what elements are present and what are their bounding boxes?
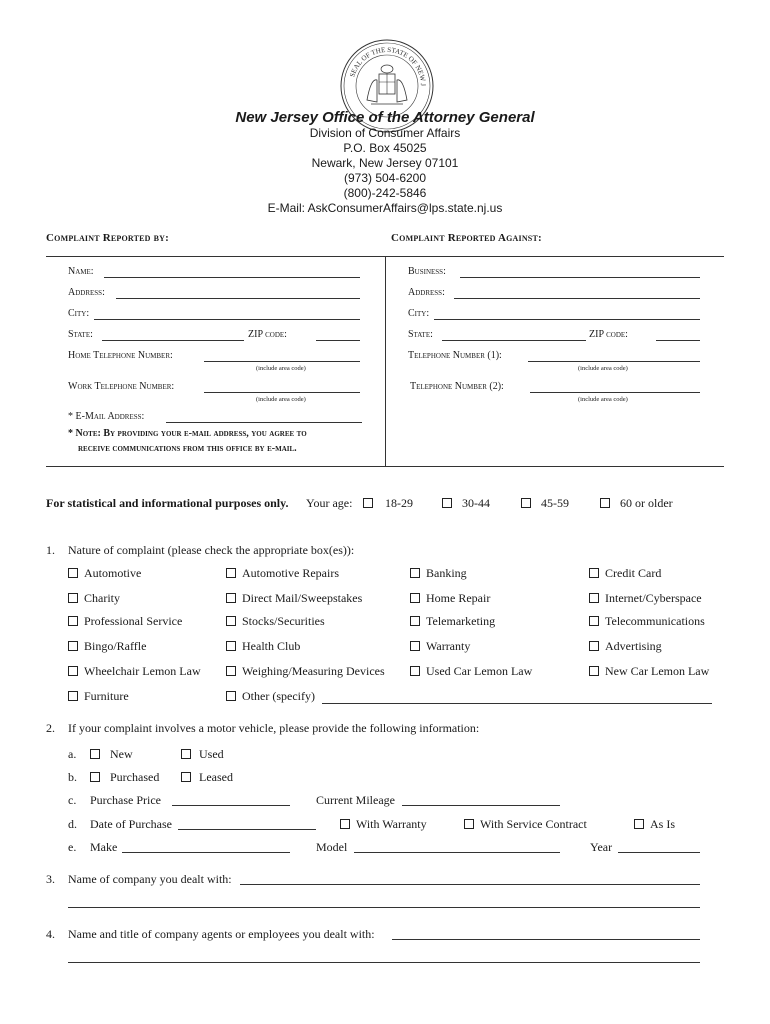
checkbox[interactable] bbox=[226, 641, 236, 651]
checkbox[interactable] bbox=[181, 772, 191, 782]
complaint-option-home-repair[interactable]: Home Repair bbox=[410, 591, 490, 606]
checkbox[interactable] bbox=[410, 641, 420, 651]
business-field[interactable] bbox=[460, 277, 700, 278]
state-field[interactable] bbox=[102, 340, 244, 341]
other-specify-field[interactable] bbox=[322, 703, 712, 704]
checkbox[interactable] bbox=[68, 641, 78, 651]
purchase-price-field[interactable] bbox=[172, 805, 290, 806]
checkbox[interactable] bbox=[68, 568, 78, 578]
complaint-option-internet-cyberspace[interactable]: Internet/Cyberspace bbox=[589, 591, 702, 606]
checkbox[interactable] bbox=[68, 593, 78, 603]
option-used[interactable]: Used bbox=[181, 747, 224, 762]
checkbox[interactable] bbox=[589, 616, 599, 626]
option-new[interactable]: New bbox=[90, 747, 133, 762]
option-with-service-contract[interactable]: With Service Contract bbox=[464, 817, 587, 832]
checkbox[interactable] bbox=[410, 666, 420, 676]
email-label: * E-Mail Address: bbox=[68, 411, 145, 422]
model-field[interactable] bbox=[354, 852, 560, 853]
row-b-label: b. bbox=[68, 770, 77, 784]
checkbox[interactable] bbox=[410, 616, 420, 626]
business-city-label: City: bbox=[408, 308, 430, 319]
make-label: Make bbox=[90, 840, 118, 854]
option-with-warranty[interactable]: With Warranty bbox=[340, 817, 427, 832]
checkbox[interactable] bbox=[226, 691, 236, 701]
checkbox[interactable] bbox=[589, 666, 599, 676]
work-phone-field[interactable] bbox=[204, 392, 360, 393]
section-vertical-divider bbox=[385, 256, 386, 466]
complaint-option-direct-mail-sweepstakes[interactable]: Direct Mail/Sweepstakes bbox=[226, 591, 362, 606]
age-option-60-plus[interactable]: 60 or older bbox=[600, 496, 673, 511]
complaint-option-bingo-raffle[interactable]: Bingo/Raffle bbox=[68, 639, 146, 654]
complaint-option-other-specify[interactable]: Other (specify) bbox=[226, 689, 315, 704]
phone-1: (973) 504-6200 bbox=[343, 171, 427, 185]
business-label: Business: bbox=[408, 266, 446, 277]
business-address-field[interactable] bbox=[454, 298, 700, 299]
phone-2: (800)-242-5846 bbox=[343, 186, 427, 200]
checkbox[interactable] bbox=[90, 772, 100, 782]
complaint-option-automotive-repairs[interactable]: Automotive Repairs bbox=[226, 566, 339, 581]
business-city-field[interactable] bbox=[434, 319, 700, 320]
zip-field[interactable] bbox=[316, 340, 360, 341]
complaint-option-warranty[interactable]: Warranty bbox=[410, 639, 470, 654]
area-code-note: (include area code) bbox=[256, 396, 306, 403]
seal-ring-text: SEAL OF THE STATE OF NEW J bbox=[348, 45, 428, 87]
make-field[interactable] bbox=[122, 852, 290, 853]
checkbox[interactable] bbox=[68, 691, 78, 701]
work-phone-label: Work Telephone Number: bbox=[68, 381, 175, 392]
po-box: P.O. Box 45025 bbox=[343, 141, 427, 155]
business-zip-field[interactable] bbox=[656, 340, 700, 341]
date-of-purchase-field[interactable] bbox=[178, 829, 316, 830]
business-address-label: Address: bbox=[408, 287, 445, 298]
complaint-option-health-club[interactable]: Health Club bbox=[226, 639, 300, 654]
email-note-line-2: receive communications from this office by e-mail. bbox=[78, 443, 297, 454]
checkbox[interactable] bbox=[363, 498, 373, 508]
checkbox[interactable] bbox=[589, 568, 599, 578]
question-4-number: 4. bbox=[46, 927, 55, 941]
checkbox[interactable] bbox=[226, 593, 236, 603]
home-phone-label: Home Telephone Number: bbox=[68, 350, 173, 361]
current-mileage-label: Current Mileage bbox=[316, 793, 395, 807]
option-as-is[interactable]: As Is bbox=[634, 817, 675, 832]
reported-against-heading: Complaint Reported Against: bbox=[391, 232, 542, 244]
year-field[interactable] bbox=[618, 852, 700, 853]
question-1-text: Nature of complaint (please check the appropriate box(es)): bbox=[68, 543, 355, 557]
zip-label: ZIP code: bbox=[248, 329, 287, 340]
complaint-option-professional-service[interactable]: Professional Service bbox=[68, 614, 182, 629]
business-state-label: State: bbox=[408, 329, 433, 340]
stats-row bbox=[46, 496, 288, 511]
complaint-option-advertising[interactable]: Advertising bbox=[589, 639, 662, 654]
contact-email: E-Mail: AskConsumerAffairs@lps.state.nj.us bbox=[267, 201, 503, 215]
checkbox[interactable] bbox=[589, 641, 599, 651]
complaint-option-telemarketing[interactable]: Telemarketing bbox=[410, 614, 495, 629]
agents-field-continued[interactable] bbox=[68, 962, 700, 963]
area-code-note: (include area code) bbox=[578, 365, 628, 372]
city-field[interactable] bbox=[94, 319, 360, 320]
business-phone-2-field[interactable] bbox=[530, 392, 700, 393]
name-field[interactable] bbox=[104, 277, 360, 278]
current-mileage-field[interactable] bbox=[402, 805, 560, 806]
email-field[interactable] bbox=[166, 422, 362, 423]
address-label: Address: bbox=[68, 287, 105, 298]
reported-by-heading: Complaint Reported by: bbox=[46, 232, 169, 244]
complaint-option-telecommunications[interactable]: Telecommunications bbox=[589, 614, 705, 629]
business-phone-1-label: Telephone Number (1): bbox=[408, 350, 502, 361]
division-name: Division of Consumer Affairs bbox=[309, 126, 461, 140]
age-option-45-59[interactable]: 45-59 bbox=[521, 496, 569, 511]
city-address: Newark, New Jersey 07101 bbox=[311, 156, 459, 170]
checkbox[interactable] bbox=[226, 666, 236, 676]
checkbox[interactable] bbox=[410, 568, 420, 578]
complaint-option-used-car-lemon-law[interactable]: Used Car Lemon Law bbox=[410, 664, 532, 679]
complaint-option-credit-card[interactable]: Credit Card bbox=[589, 566, 661, 581]
question-3-number: 3. bbox=[46, 872, 55, 886]
checkbox[interactable] bbox=[68, 666, 78, 676]
checkbox[interactable] bbox=[634, 819, 644, 829]
age-option-18-29[interactable]: 18-29 bbox=[363, 496, 413, 511]
checkbox[interactable] bbox=[464, 819, 474, 829]
question-2-text: If your complaint involves a motor vehicle, please provide the following information: bbox=[68, 721, 480, 735]
business-phone-2-label: Telephone Number (2): bbox=[410, 381, 504, 392]
question-1-number: 1. bbox=[46, 543, 55, 557]
business-phone-1-field[interactable] bbox=[528, 361, 700, 362]
checkbox[interactable] bbox=[600, 498, 610, 508]
business-state-field[interactable] bbox=[442, 340, 586, 341]
row-e-label: e. bbox=[68, 840, 77, 854]
age-label: Your age: bbox=[306, 496, 353, 510]
checkbox[interactable] bbox=[68, 616, 78, 626]
checkbox[interactable] bbox=[410, 593, 420, 603]
name-label: Name: bbox=[68, 266, 94, 277]
row-a-label: a. bbox=[68, 747, 77, 761]
complaint-option-stocks-securities[interactable]: Stocks/Securities bbox=[226, 614, 325, 629]
checkbox[interactable] bbox=[521, 498, 531, 508]
question-3-text: Name of company you dealt with: bbox=[68, 872, 232, 886]
page-title: New Jersey Office of the Attorney General bbox=[235, 109, 535, 126]
checkbox[interactable] bbox=[442, 498, 452, 508]
state-label: State: bbox=[68, 329, 93, 340]
section-bottom-divider bbox=[46, 466, 724, 467]
checkbox[interactable] bbox=[589, 593, 599, 603]
stats-label: For statistical and informational purposes only. bbox=[46, 496, 289, 510]
city-label: City: bbox=[68, 308, 90, 319]
age-option-30-44[interactable]: 30-44 bbox=[442, 496, 490, 511]
option-purchased[interactable]: Purchased bbox=[90, 770, 159, 785]
checkbox[interactable] bbox=[226, 616, 236, 626]
complaint-option-furniture[interactable]: Furniture bbox=[68, 689, 129, 704]
question-2-number: 2. bbox=[46, 721, 55, 735]
checkbox[interactable] bbox=[181, 749, 191, 759]
complaint-option-automotive[interactable]: Automotive bbox=[68, 566, 141, 581]
address-field[interactable] bbox=[116, 298, 360, 299]
year-label: Year bbox=[590, 840, 613, 854]
agents-field[interactable] bbox=[392, 939, 700, 940]
area-code-note: (include area code) bbox=[578, 396, 628, 403]
email-note-line-1: * Note: By providing your e-mail address, you agree to bbox=[68, 428, 307, 439]
company-name-field-continued[interactable] bbox=[68, 907, 700, 908]
complaint-option-charity[interactable]: Charity bbox=[68, 591, 120, 606]
complaint-option-weighing-measuring-devices[interactable]: Weighing/Measuring Devices bbox=[226, 664, 385, 679]
option-leased[interactable]: Leased bbox=[181, 770, 233, 785]
purchase-price-label: Purchase Price bbox=[90, 793, 161, 807]
date-of-purchase-label: Date of Purchase bbox=[90, 817, 172, 831]
home-phone-field[interactable] bbox=[204, 361, 360, 362]
complaint-option-wheelchair-lemon-law[interactable]: Wheelchair Lemon Law bbox=[68, 664, 201, 679]
company-name-field[interactable] bbox=[240, 884, 700, 885]
question-4-text: Name and title of company agents or employees you dealt with: bbox=[68, 927, 375, 941]
checkbox[interactable] bbox=[340, 819, 350, 829]
complaint-option-new-car-lemon-law[interactable]: New Car Lemon Law bbox=[589, 664, 709, 679]
business-zip-label: ZIP code: bbox=[589, 329, 628, 340]
row-d-label: d. bbox=[68, 817, 77, 831]
complaint-option-banking[interactable]: Banking bbox=[410, 566, 467, 581]
model-label: Model bbox=[316, 840, 348, 854]
area-code-note: (include area code) bbox=[256, 365, 306, 372]
row-c-label: c. bbox=[68, 793, 77, 807]
svg-text:SEAL OF THE STATE OF NEW JERSE bbox=[339, 38, 427, 86]
checkbox[interactable] bbox=[90, 749, 100, 759]
checkbox[interactable] bbox=[226, 568, 236, 578]
